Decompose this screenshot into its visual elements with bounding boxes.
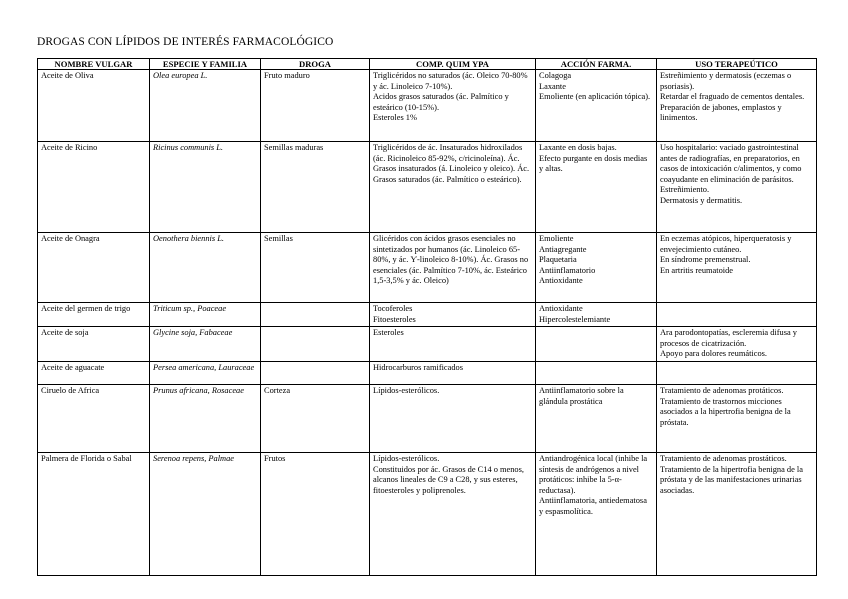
cell-especie-familia <box>150 327 261 362</box>
cell-especie-familia <box>150 303 261 327</box>
cell-uso-terapeutico <box>657 361 817 384</box>
cell-line: Antioxidante <box>539 304 583 313</box>
cell-comp-quimica <box>370 361 536 384</box>
table-row <box>38 452 817 575</box>
cell-line: Hipercolestelemiante <box>539 314 611 324</box>
cell-comp-quimica <box>370 233 536 303</box>
cell-line: Tratamiento de trastornos micciones asociados a la hipertrofia benigna de la próstata. <box>660 396 791 427</box>
cell-line: Glycine soja, Fabaceae <box>153 328 233 338</box>
cell-line: Triglicéridos de ác. Insaturados hidroxilados (ác. Ricinoleico 85-92%, c/ricinoleína). Ác. Grasos insaturados (á. Linoleico y oleico). Ác. Grasos saturados (ác. Palmítico o esteárico). <box>373 143 530 184</box>
cell-comp-quimica <box>370 327 536 362</box>
cell-line: Estreñimiento. <box>660 185 710 195</box>
cell-especie-familia <box>150 361 261 384</box>
cell-line: Semillas <box>264 234 293 243</box>
cell-uso-terapeutico <box>657 452 817 575</box>
header-uso-terapeutico: USO TERAPEÚTICO <box>657 59 817 70</box>
cell-line: Persea americana, Lauraceae <box>153 362 255 372</box>
cell-uso-terapeutico <box>657 327 817 362</box>
table-row <box>38 327 817 362</box>
cell-especie-familia <box>150 384 261 452</box>
cell-line: Prunus africana, Rosaceae <box>153 385 244 395</box>
cell-line: Antiandrogénica local (inhibe la síntesis de andrógenos a nivel protáticos: inhibe la 5-α-reductasa). <box>539 453 648 495</box>
cell-droga <box>261 452 370 575</box>
cell-line: Aceite de soja <box>41 328 89 338</box>
cell-nombre-vulgar <box>38 233 150 303</box>
table-row <box>38 361 817 384</box>
cell-line: Corteza <box>264 385 291 395</box>
cell-line: En síndrome premenstrual. <box>660 255 751 265</box>
cell-line: Antioxidante <box>539 276 583 286</box>
cell-uso-terapeutico <box>657 384 817 452</box>
cell-line: Acidos grasos saturados (ác. Palmítico y esteárico (10-15%). <box>373 92 509 112</box>
cell-uso-terapeutico <box>657 233 817 303</box>
cell-comp-quimica <box>370 452 536 575</box>
table-row <box>38 303 817 327</box>
cell-line: Esteroles <box>373 328 404 338</box>
cell-line: Semillas maduras <box>264 143 324 152</box>
cell-droga <box>261 142 370 233</box>
header-accion-farma: ACCIÓN FARMA. <box>536 59 657 70</box>
cell-accion-farma <box>536 70 657 142</box>
cell-line: Dermatosis y dermatitis. <box>660 195 743 205</box>
cell-line: Lípidos-esterólicos. <box>373 385 440 395</box>
cell-accion-farma <box>536 384 657 452</box>
cell-line: En artritis reumatoide <box>660 265 734 275</box>
header-especie-familia: ESPECIE Y FAMILIA <box>150 59 261 70</box>
cell-droga <box>261 303 370 327</box>
cell-comp-quimica <box>370 142 536 233</box>
cell-line: Tocoferoles <box>373 304 413 313</box>
cell-nombre-vulgar <box>38 327 150 362</box>
cell-line: Antiagregante <box>539 244 587 254</box>
cell-line: Constituidos por ác. Grasos de C14 o menos, alcanos lineales de C9 a C28, y sus esteres, fitoesteroles y poliprenoles. <box>373 464 524 495</box>
cell-line: Colagoga <box>539 71 572 80</box>
cell-line: Efecto purgante en dosis medias y altas. <box>539 153 648 174</box>
cell-line: Oenothera biennis L. <box>153 234 224 243</box>
cell-accion-farma <box>536 452 657 575</box>
cell-accion-farma <box>536 233 657 303</box>
cell-comp-quimica <box>370 303 536 327</box>
cell-line: Aceite de aguacate <box>41 362 105 372</box>
cell-nombre-vulgar <box>38 361 150 384</box>
cell-nombre-vulgar <box>38 303 150 327</box>
cell-line: Antiinflamatorio <box>539 265 596 275</box>
cell-line: Ricinus communis L. <box>153 143 224 152</box>
cell-line: En eczemas atópicos, hiperqueratosis y envejecimiento cutáneo. <box>660 234 792 254</box>
cell-line: Fruto maduro <box>264 71 310 80</box>
cell-line: Aceite de Oliva <box>41 71 94 80</box>
cell-line: Tratamiento de adenomas prostáticos. <box>660 453 787 463</box>
cell-line: Triglicéridos no saturados (ác. Oleico 70-80% y ác. Linoleico 7-10%). <box>373 71 528 91</box>
cell-accion-farma <box>536 142 657 233</box>
cell-line: Triticum sp., Poaceae <box>153 304 227 313</box>
drug-table <box>37 58 817 576</box>
cell-accion-farma <box>536 303 657 327</box>
cell-nombre-vulgar <box>38 384 150 452</box>
cell-line: Antiinflamatorio sobre la glándula prostática <box>539 385 624 406</box>
cell-line: Antiinflamatoria, antiedematosa y espasmolítica. <box>539 496 647 516</box>
table-body <box>38 70 817 576</box>
cell-line: Ciruelo de Africa <box>41 385 100 395</box>
cell-line: Laxante en dosis bajas. <box>539 143 617 152</box>
table-row <box>38 70 817 142</box>
cell-line: Aceite de Onagra <box>41 234 100 243</box>
cell-nombre-vulgar <box>38 452 150 575</box>
cell-nombre-vulgar <box>38 70 150 142</box>
cell-line: Retardar el fraguado de cementos dentales. <box>660 92 805 102</box>
cell-line: Esteroles 1% <box>373 113 417 123</box>
cell-droga <box>261 327 370 362</box>
cell-line: Ara parodontopatías, escleremia difusa y procesos de cicatrización. <box>660 328 797 348</box>
cell-especie-familia <box>150 142 261 233</box>
cell-line: Tratamiento de adenomas protáticos. <box>660 385 784 395</box>
cell-line: Palmera de Florida o Sabal <box>41 453 132 463</box>
cell-line: Preparación de jabones, emplastos y linimentos. <box>660 102 782 123</box>
cell-line: Frutos <box>264 453 286 463</box>
cell-line: Lípidos-esterólicos. <box>373 453 440 463</box>
table-row <box>38 233 817 303</box>
cell-accion-farma <box>536 327 657 362</box>
cell-droga <box>261 233 370 303</box>
cell-droga <box>261 361 370 384</box>
cell-droga <box>261 384 370 452</box>
cell-line: Olea europea L. <box>153 71 208 80</box>
cell-comp-quimica <box>370 70 536 142</box>
cell-especie-familia <box>150 233 261 303</box>
cell-line: Emoliente <box>539 234 574 243</box>
document-title: DROGAS CON LÍPIDOS DE INTERÉS FARMACOLÓGICO <box>37 36 334 48</box>
header-droga: DROGA <box>261 59 370 70</box>
cell-especie-familia <box>150 70 261 142</box>
cell-line: Fitoesteroles <box>373 314 416 324</box>
cell-line: Tratamiento de la hipertrofia benigna de la próstata y de las manifestaciones urinarias asociadas. <box>660 464 803 495</box>
cell-uso-terapeutico <box>657 70 817 142</box>
cell-line: Estreñimiento y dermatosis (eczemas o psoriasis). <box>660 71 792 91</box>
cell-accion-farma <box>536 361 657 384</box>
table-row <box>38 142 817 233</box>
cell-especie-familia <box>150 452 261 575</box>
cell-line: Apoyo para dolores reumáticos. <box>660 349 767 359</box>
cell-line: Plaquetaria <box>539 255 577 265</box>
cell-line: Glicéridos con ácidos grasos esenciales no sintetizados por humanos (ác. Linoleico 65-80%, y ác. Ƴ-linoleico 8-10%). Ác. Grasos no esenciales (ác. Palmítico 7-10%, ác. Esteárico 1,5-3,5% y ác. Oleico) <box>373 234 529 286</box>
cell-line: Serenoa repens, Palmae <box>153 453 235 463</box>
header-nombre-vulgar: NOMBRE VULGAR <box>38 59 150 70</box>
header-comp-quimica: COMP. QUIM YPA <box>370 59 536 70</box>
cell-line: Emoliente (en aplicación tópica). <box>539 92 651 102</box>
cell-line: Aceite del germen de trigo <box>41 304 131 313</box>
cell-line: Hidrocarburos ramificados <box>373 362 463 372</box>
table-row <box>38 384 817 452</box>
cell-uso-terapeutico <box>657 303 817 327</box>
cell-droga <box>261 70 370 142</box>
cell-comp-quimica <box>370 384 536 452</box>
cell-uso-terapeutico <box>657 142 817 233</box>
cell-line: Uso hospitalario: vaciado gastrointestinal antes de radiografías, en preparatorios, en casos de intoxicación c/alimentos, y como coayudante en eliminación de parásitos. <box>660 143 802 184</box>
cell-line: Aceite de Ricino <box>41 143 98 152</box>
cell-nombre-vulgar <box>38 142 150 233</box>
cell-line: Laxante <box>539 81 566 91</box>
table-header-row <box>38 59 817 70</box>
